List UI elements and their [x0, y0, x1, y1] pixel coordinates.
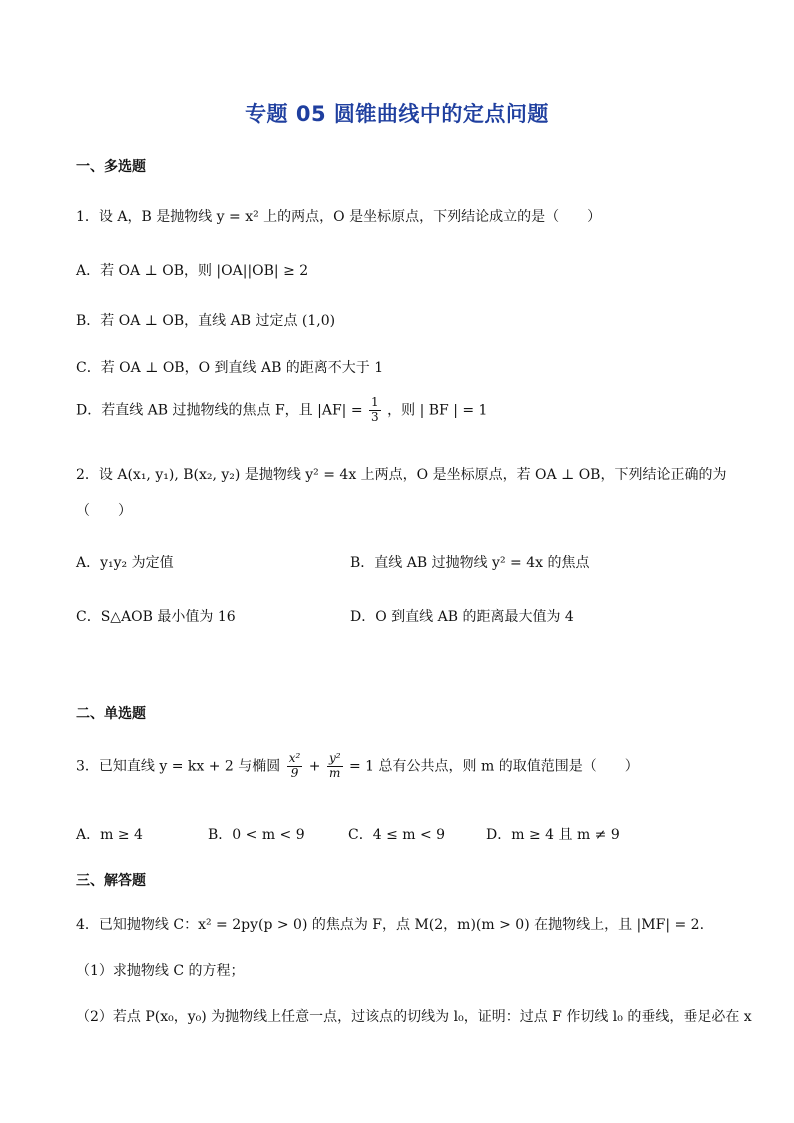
page-title: 专题 05 圆锥曲线中的定点问题 [245, 102, 549, 126]
plus-sign: + [308, 758, 321, 775]
section-heading-answer: 三、解答题 [76, 873, 146, 889]
question-3-stem-suffix: = 1 总有公共点，则 m 的取值范围是（ ） [348, 758, 639, 775]
option-d-prefix: D．若直线 AB 过抛物线的焦点 F，且 |AF| = [76, 402, 363, 419]
question-3-option-b: B．0 < m < 9 [208, 827, 305, 843]
question-2-option-d: D．O 到直线 AB 的距离最大值为 4 [350, 609, 574, 625]
section-heading-single-choice: 二、单选题 [76, 706, 146, 722]
fraction-y-squared-over-m [327, 752, 343, 781]
fraction-numerator: y² [328, 751, 341, 765]
question-2-option-c: C．S△AOB 最小值为 16 [76, 609, 236, 625]
question-2-stem: 2．设 A(x₁, y₁), B(x₂, y₂) 是抛物线 y² = 4x 上两点，O 是坐标原点，若 OA ⊥ OB，下列结论正确的为 [76, 467, 727, 483]
question-3-option-d: D．m ≥ 4 且 m ≠ 9 [486, 827, 620, 843]
question-1-option-b: B．若 OA ⊥ OB，直线 AB 过定点 (1,0) [76, 313, 336, 329]
fraction-one-third [369, 396, 381, 425]
question-1-stem: 1．设 A，B 是抛物线 y = x² 上的两点，O 是坐标原点，下列结论成立的是（ ） [76, 209, 602, 225]
fraction-numerator: x² [288, 751, 301, 765]
question-2-option-b: B．直线 AB 过抛物线 y² = 4x 的焦点 [350, 555, 590, 571]
option-d-suffix: ，则 | BF | = 1 [387, 402, 488, 419]
question-2-option-a: A．y₁y₂ 为定值 [76, 555, 174, 571]
question-4-part-1: （1）求抛物线 C 的方程； [76, 963, 245, 979]
question-1-option-a: A．若 OA ⊥ OB，则 |OA||OB| ≥ 2 [76, 263, 309, 279]
question-4-stem: 4．已知抛物线 C：x² = 2py(p > 0) 的焦点为 F，点 M(2，m)(m > 0) 在抛物线上，且 |MF| = 2. [76, 917, 705, 933]
fraction-denominator: m [329, 765, 341, 780]
fraction-denominator: 9 [290, 765, 299, 780]
question-3-stem [76, 752, 639, 781]
question-1-option-c: C．若 OA ⊥ OB，O 到直线 AB 的距离不大于 1 [76, 360, 384, 376]
question-3-stem-prefix: 3．已知直线 y = kx + 2 与椭圆 [76, 758, 281, 775]
question-1-option-d [76, 396, 487, 425]
question-3-option-c: C．4 ≤ m < 9 [348, 827, 446, 843]
question-3-option-a: A．m ≥ 4 [76, 827, 143, 843]
question-2-stem-bracket: （ ） [76, 503, 132, 519]
fraction-numerator: 1 [371, 395, 379, 409]
question-4-part-2: （2）若点 P(x₀，y₀) 为抛物线上任意一点，过该点的切线为 l₀，证明：过点 F 作切线 l₀ 的垂线，垂足必在 x [76, 1009, 752, 1025]
section-heading-multi-choice: 一、多选题 [76, 159, 146, 175]
fraction-x-squared-over-9 [287, 752, 303, 781]
fraction-denominator: 3 [371, 409, 379, 424]
